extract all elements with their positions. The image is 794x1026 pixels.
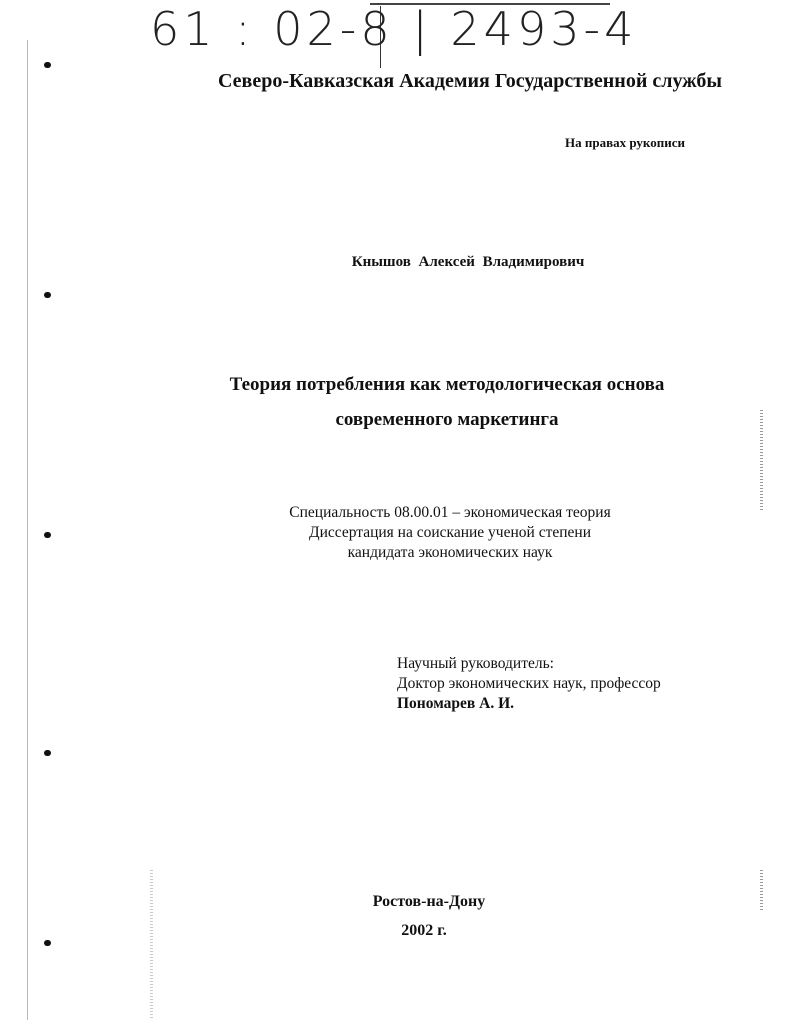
institution-name: Северо-Кавказская Академия Государственной службы	[217, 70, 723, 92]
binding-hole-mark	[44, 292, 51, 298]
supervisor-name: Пономарев А. И.	[397, 695, 515, 712]
binding-hole-mark	[44, 940, 51, 946]
binding-margin-line	[27, 40, 28, 1020]
scan-artifact	[760, 870, 763, 910]
author-name: Кнышов Алексей Владимирович	[351, 254, 585, 270]
supervisor-degree: Доктор экономических наук, профессор	[397, 675, 661, 692]
scan-artifact	[150, 870, 153, 1020]
scan-artifact	[760, 410, 763, 510]
degree-field-line: кандидата экономических наук	[347, 544, 553, 561]
dissertation-title-line-1: Теория потребления как методологическая основа	[229, 374, 665, 395]
binding-hole-mark	[44, 62, 51, 68]
year: 2002 г.	[401, 922, 447, 939]
binding-hole-mark	[44, 532, 51, 538]
supervisor-label: Научный руководитель:	[397, 655, 554, 672]
dissertation-title-line-2: современного маркетинга	[335, 409, 559, 430]
city: Ростов-на-Дону	[372, 893, 486, 910]
degree-line: Диссертация на соискание ученой степени	[309, 524, 591, 541]
binding-hole-mark	[44, 750, 51, 756]
handwritten-catalog-code: 61 : 02-8 | 2493-4	[150, 2, 638, 56]
specialty-line: Специальность 08.00.01 – экономическая теория	[289, 504, 611, 521]
manuscript-note: На правах рукописи	[565, 135, 685, 150]
